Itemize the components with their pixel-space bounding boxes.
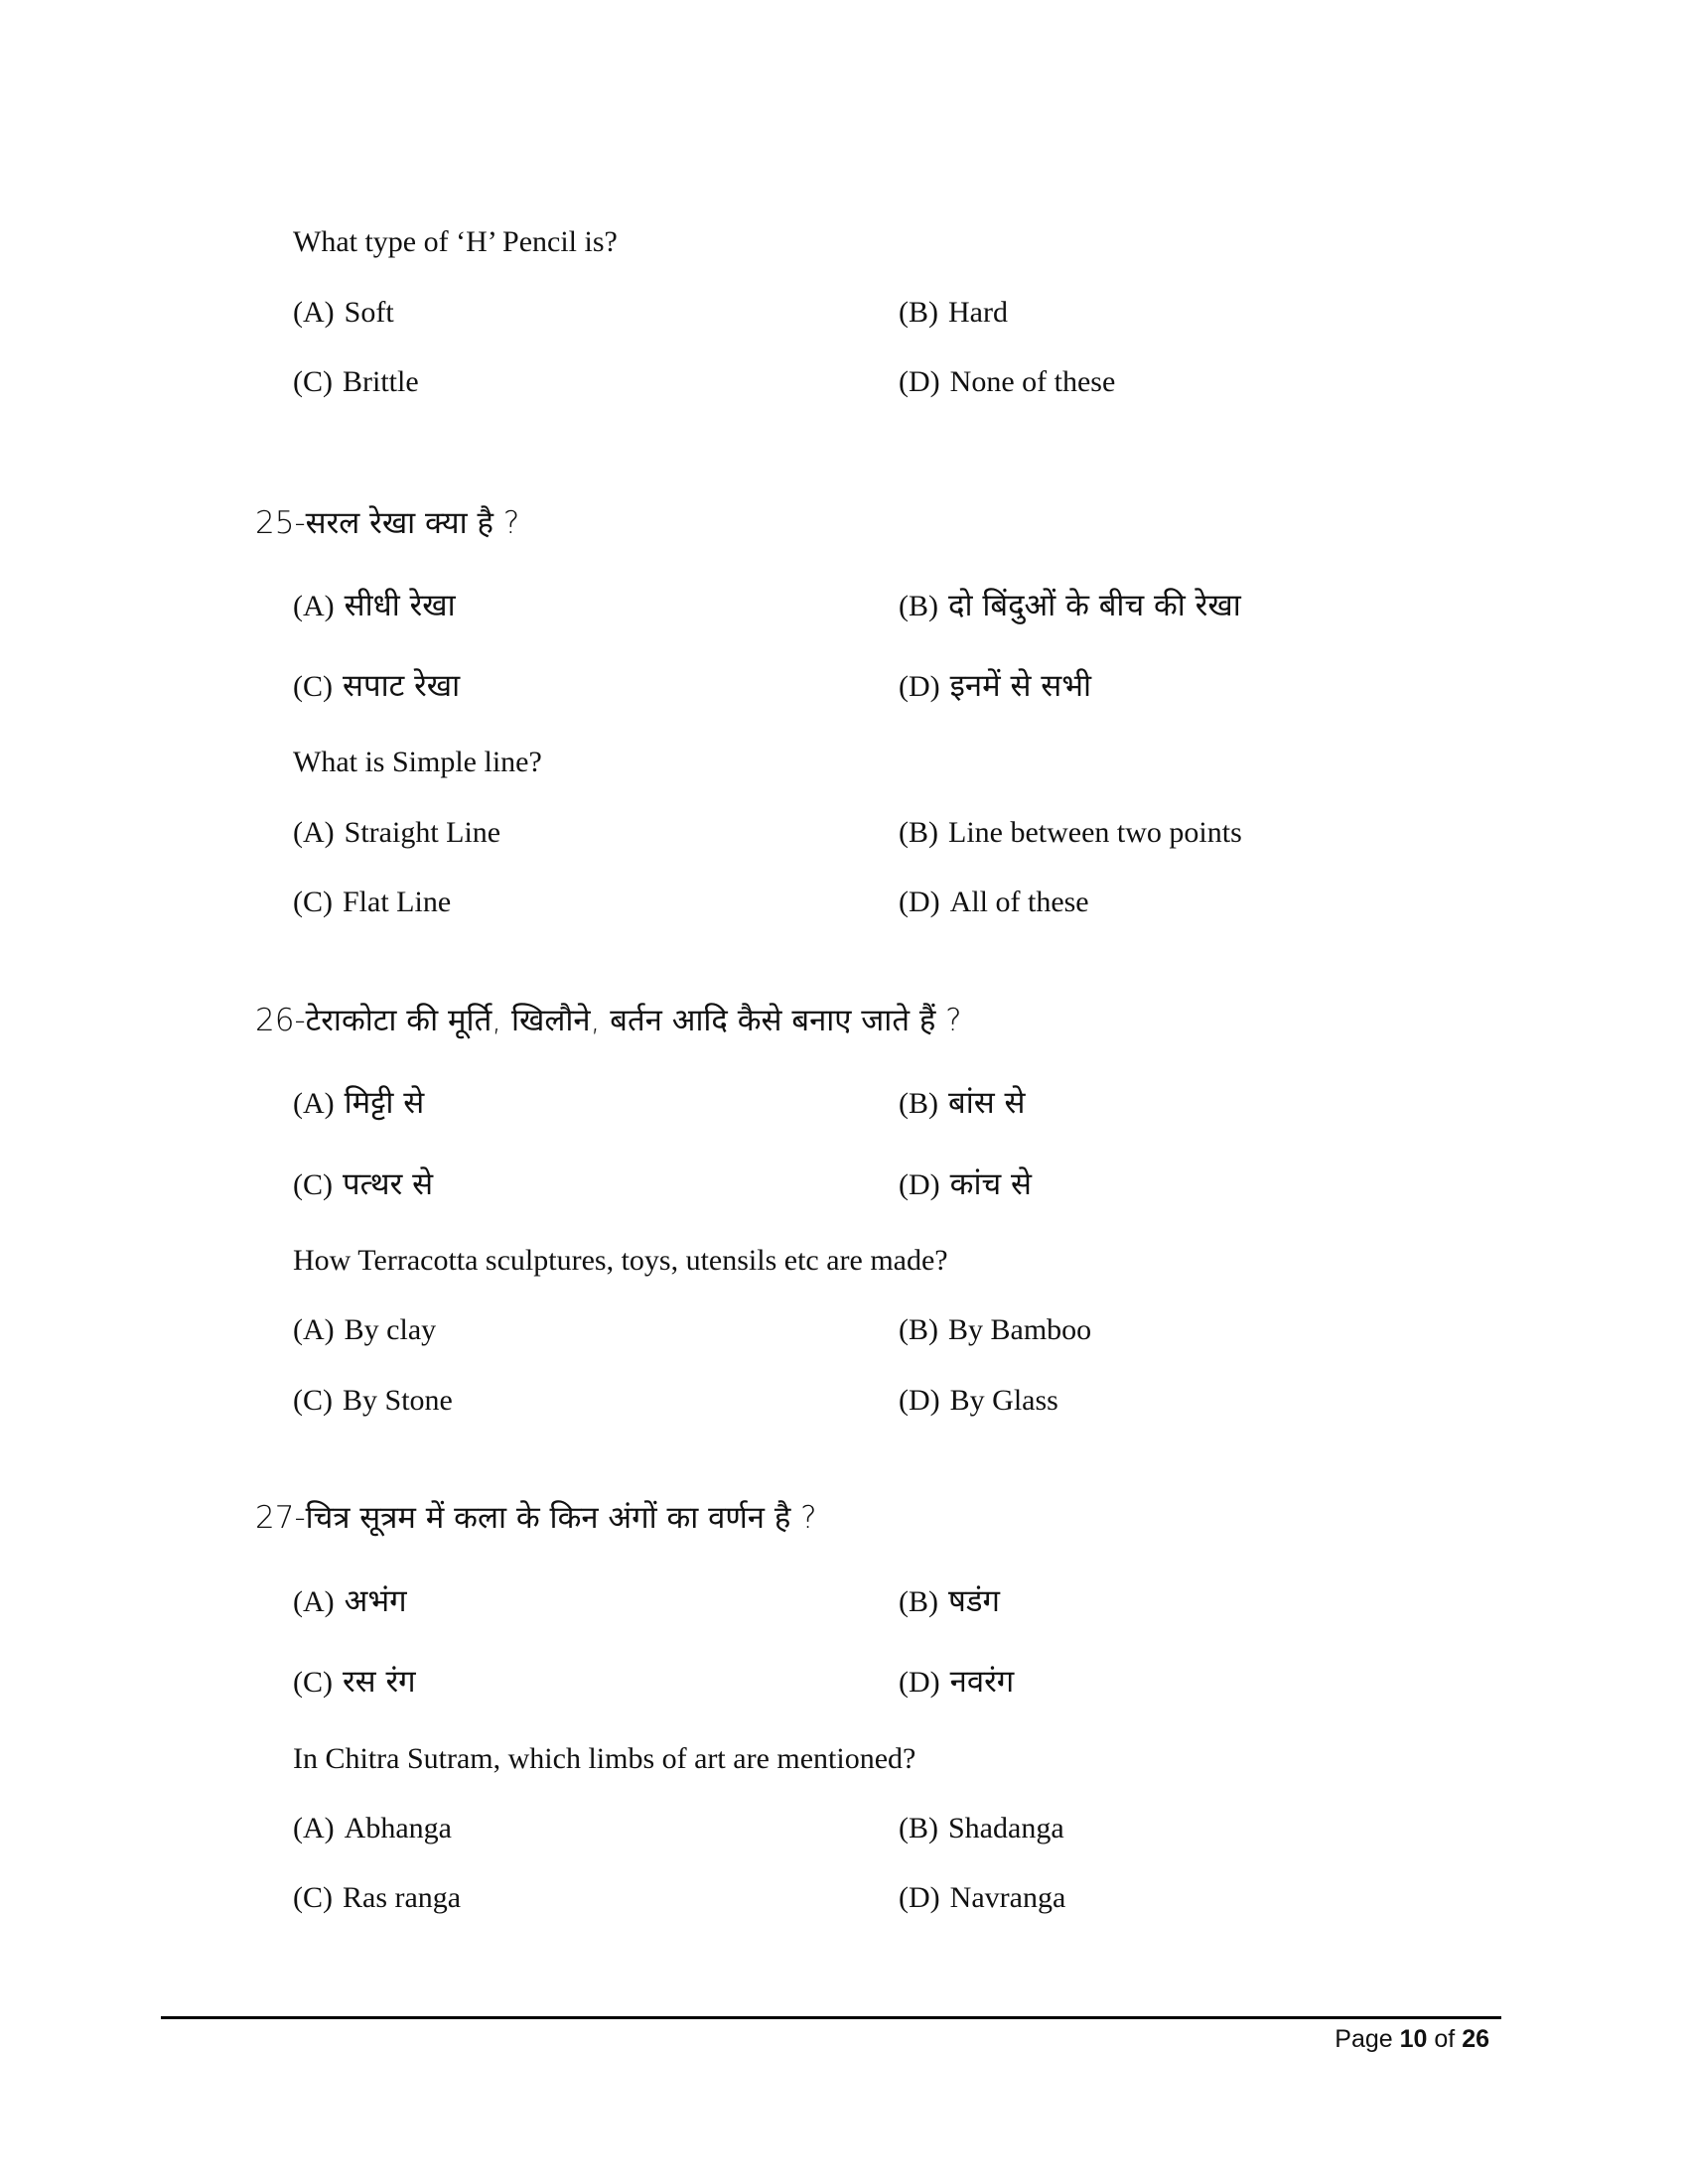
option-text: Flat Line — [343, 886, 452, 918]
answer-option — [293, 1310, 436, 1350]
option-text: Line between two points — [948, 816, 1242, 849]
option-text: By clay — [344, 1313, 437, 1346]
answer-option — [293, 1164, 433, 1204]
option-label: (B) — [899, 1585, 938, 1618]
option-text: Shadanga — [948, 1812, 1064, 1844]
option-label: (A) — [293, 590, 335, 622]
option-label: (C) — [293, 1881, 333, 1914]
option-label: (C) — [293, 365, 333, 398]
option-label: (D) — [899, 1666, 940, 1699]
question-text: 26-टेराकोटा की मूर्ति, खिलौने, बर्तन आदि कैसे बनाए जाते हैं ? — [255, 1003, 962, 1038]
option-text: सपाट रेखा — [343, 668, 461, 704]
option-label: (B) — [899, 1812, 938, 1844]
option-text: Straight Line — [344, 816, 501, 849]
option-label: (D) — [899, 670, 940, 703]
option-label: (A) — [293, 1087, 335, 1120]
of-word: of — [1434, 2025, 1456, 2053]
question-text: What type of ‘H’ Pencil is? — [293, 225, 618, 258]
answer-option — [899, 1164, 1032, 1204]
option-label: (B) — [899, 1087, 938, 1120]
option-label: (C) — [293, 1168, 333, 1201]
option-text: नवरंग — [949, 1664, 1015, 1700]
option-label: (A) — [293, 1812, 335, 1844]
option-text: Brittle — [343, 365, 419, 398]
answer-option — [293, 1878, 461, 1918]
answer-option — [293, 1581, 407, 1621]
option-text: By Bamboo — [948, 1313, 1092, 1346]
answer-option — [899, 362, 1115, 402]
option-label: (B) — [899, 1313, 938, 1346]
total-pages: 26 — [1462, 2025, 1489, 2053]
answer-option — [899, 1381, 1058, 1421]
option-text: Ras ranga — [343, 1881, 462, 1914]
option-text: Navranga — [949, 1881, 1066, 1914]
answer-option — [293, 666, 460, 706]
question-text: What is Simple line? — [293, 746, 542, 778]
answer-option — [899, 1809, 1064, 1848]
option-text: Hard — [948, 296, 1008, 329]
answer-option — [899, 586, 1241, 625]
option-text: सीधी रेखा — [344, 588, 456, 623]
answer-option — [899, 1083, 1026, 1123]
option-text: By Stone — [343, 1384, 453, 1417]
option-text: By Glass — [949, 1384, 1058, 1417]
option-text: पत्थर से — [343, 1166, 434, 1202]
question-text: 27-चित्र सूत्रम में कला के किन अंगों का वर्णन है ? — [255, 1500, 817, 1536]
answer-option — [293, 813, 500, 853]
option-label: (B) — [899, 816, 938, 849]
option-label: (D) — [899, 365, 940, 398]
answer-option — [293, 1083, 424, 1123]
answer-option — [293, 362, 419, 402]
option-label: (C) — [293, 886, 333, 918]
option-label: (A) — [293, 296, 335, 329]
answer-option — [899, 1878, 1065, 1918]
current-page: 10 — [1399, 2025, 1428, 2053]
option-label: (D) — [899, 886, 940, 918]
page-word: Page — [1335, 2025, 1393, 2053]
option-label: (D) — [899, 1881, 940, 1914]
option-text: मिट्टी से — [344, 1085, 425, 1121]
option-label: (A) — [293, 1585, 335, 1618]
option-label: (D) — [899, 1168, 940, 1201]
option-text: रस रंग — [343, 1664, 416, 1700]
answer-option — [899, 666, 1091, 706]
option-label: (C) — [293, 1384, 333, 1417]
option-text: All of these — [949, 886, 1089, 918]
option-text: Abhanga — [344, 1812, 452, 1844]
option-text: अभंग — [344, 1583, 407, 1619]
page-number — [1335, 2025, 1489, 2054]
option-text: None of these — [949, 365, 1116, 398]
option-text: षडंग — [948, 1583, 1000, 1619]
answer-option — [293, 1809, 452, 1848]
option-text: बांस से — [948, 1085, 1026, 1121]
answer-option — [899, 1581, 1000, 1621]
answer-option — [899, 1662, 1014, 1702]
option-label: (B) — [899, 296, 938, 329]
answer-option — [293, 586, 456, 625]
answer-option — [899, 813, 1242, 853]
answer-option — [293, 293, 394, 333]
option-text: इनमें से सभी — [949, 668, 1092, 704]
option-label: (C) — [293, 1666, 333, 1699]
question-text: How Terracotta sculptures, toys, utensils etc are made? — [293, 1244, 948, 1277]
option-label: (C) — [293, 670, 333, 703]
answer-option — [899, 1310, 1091, 1350]
option-text: कांच से — [949, 1166, 1032, 1202]
question-text: In Chitra Sutram, which limbs of art are mentioned? — [293, 1742, 916, 1775]
option-label: (A) — [293, 1313, 335, 1346]
footer-divider — [161, 2016, 1501, 2019]
option-text: Soft — [344, 296, 394, 329]
option-label: (D) — [899, 1384, 940, 1417]
answer-option — [293, 1662, 416, 1702]
option-label: (B) — [899, 590, 938, 622]
option-text: दो बिंदुओं के बीच की रेखा — [948, 588, 1241, 623]
answer-option — [899, 883, 1089, 922]
answer-option — [293, 883, 451, 922]
question-text: 25-सरल रेखा क्या है ? — [255, 505, 520, 541]
answer-option — [899, 293, 1008, 333]
option-label: (A) — [293, 816, 335, 849]
answer-option — [293, 1381, 453, 1421]
